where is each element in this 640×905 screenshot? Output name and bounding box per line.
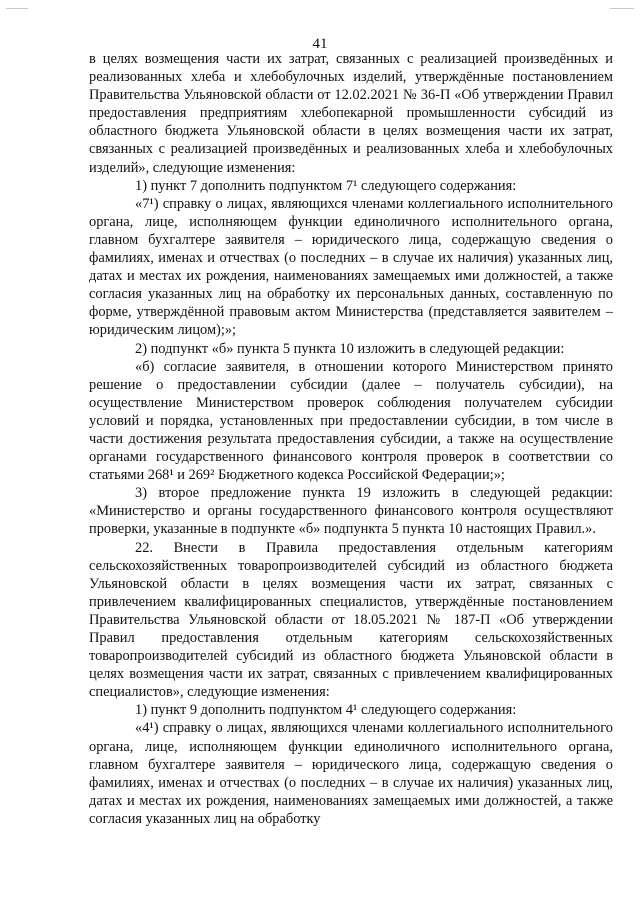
- paragraph: 3) второе предложение пункта 19 изложить в следующей редакции: «Министерство и органы государственного финансового контроля осуществляют проверки, указанные в подпункте «б» подпункта 5 пункта 10 настоящих Правил.».: [89, 485, 613, 538]
- scan-artifact: [610, 8, 634, 9]
- paragraph: «б) согласие заявителя, в отношении которого Министерством принято решение о предоставлении субсидии (далее – получатель субсидии), на осуществление Министерством проверок соблюдения получателем субсидии условий и порядка, установленных при предоставлении субсидии, в том числе в части достижения результата предоставления субсидии, а также на осуществление органами государственного финансового контроля проверок в соответствии со статьями 268¹ и 269² Бюджетного кодекса Российской Федерации;»;: [89, 358, 613, 484]
- paragraph: 1) пункт 9 дополнить подпунктом 4¹ следующего содержания:: [135, 702, 517, 719]
- paragraph: «4¹) справку о лицах, являющихся членами коллегиального исполнительного органа, лице, исполняющем функции единоличного исполнительного органа, главном бухгалтере заявителя – юридического лица, содержащую сведения о фамилиях, именах и отчествах (о последних – в случае их наличия) указанных лиц, датах и местах их рождения, наименованиях замещаемых ими должностей, а также согласия указанных лиц на обработку: [89, 720, 613, 827]
- page-number: 41: [312, 36, 328, 52]
- paragraph: 2) подпункт «б» пункта 5 пункта 10 изложить в следующей редакции:: [135, 340, 565, 357]
- paragraph: 1) пункт 7 дополнить подпунктом 7¹ следующего содержания:: [135, 177, 517, 194]
- scan-artifact: [6, 8, 28, 9]
- paragraph: 22. Внести в Правила предоставления отдельным категориям сельскохозяйственных товаропроизводителей субсидий из областного бюджета Ульяновской области в целях возмещения части их затрат, связанных с привлечением квалифицированных специалистов, утверждённые постановлением Правительства Ульяновской области от 18.05.2021 № 187-П «Об утверждении Правил предоставления отдельным категориям сельскохозяйственных товаропроизводителей субсидий из областного бюджета Ульяновской области в целях возмещения части их затрат, связанных с привлечением квалифицированных специалистов», следующие изменения:: [89, 539, 613, 701]
- document-body: [89, 50, 613, 828]
- paragraph: в целях возмещения части их затрат, связанных с реализацией произведённых и реализованных хлеба и хлебобулочных изделий, утверждённые постановлением Правительства Ульяновской области от 12.02.2021 № 36-П «Об утверждении Правил предоставления предприятиям хлебопекарной промышленности субсидий из областного бюджета Ульяновской области в целях возмещения части их затрат, связанных с реализацией произведённых и реализованных хлеба и хлебобулочных изделий», следующие изменения:: [89, 51, 613, 176]
- paragraph: «7¹) справку о лицах, являющихся членами коллегиального исполнительного органа, лице, исполняющем функции единоличного исполнительного органа, главном бухгалтере заявителя – юридического лица, содержащую сведения о фамилиях, именах и отчествах (о последних – в случае их наличия) указанных лиц, датах и местах их рождения, наименованиях замещаемых ими должностей, а также согласия указанных лиц на обработку их персональных данных, составленную по форме, утверждённой правовым актом Министерства (представляется заявителем – юридическим лицом);»;: [89, 195, 613, 339]
